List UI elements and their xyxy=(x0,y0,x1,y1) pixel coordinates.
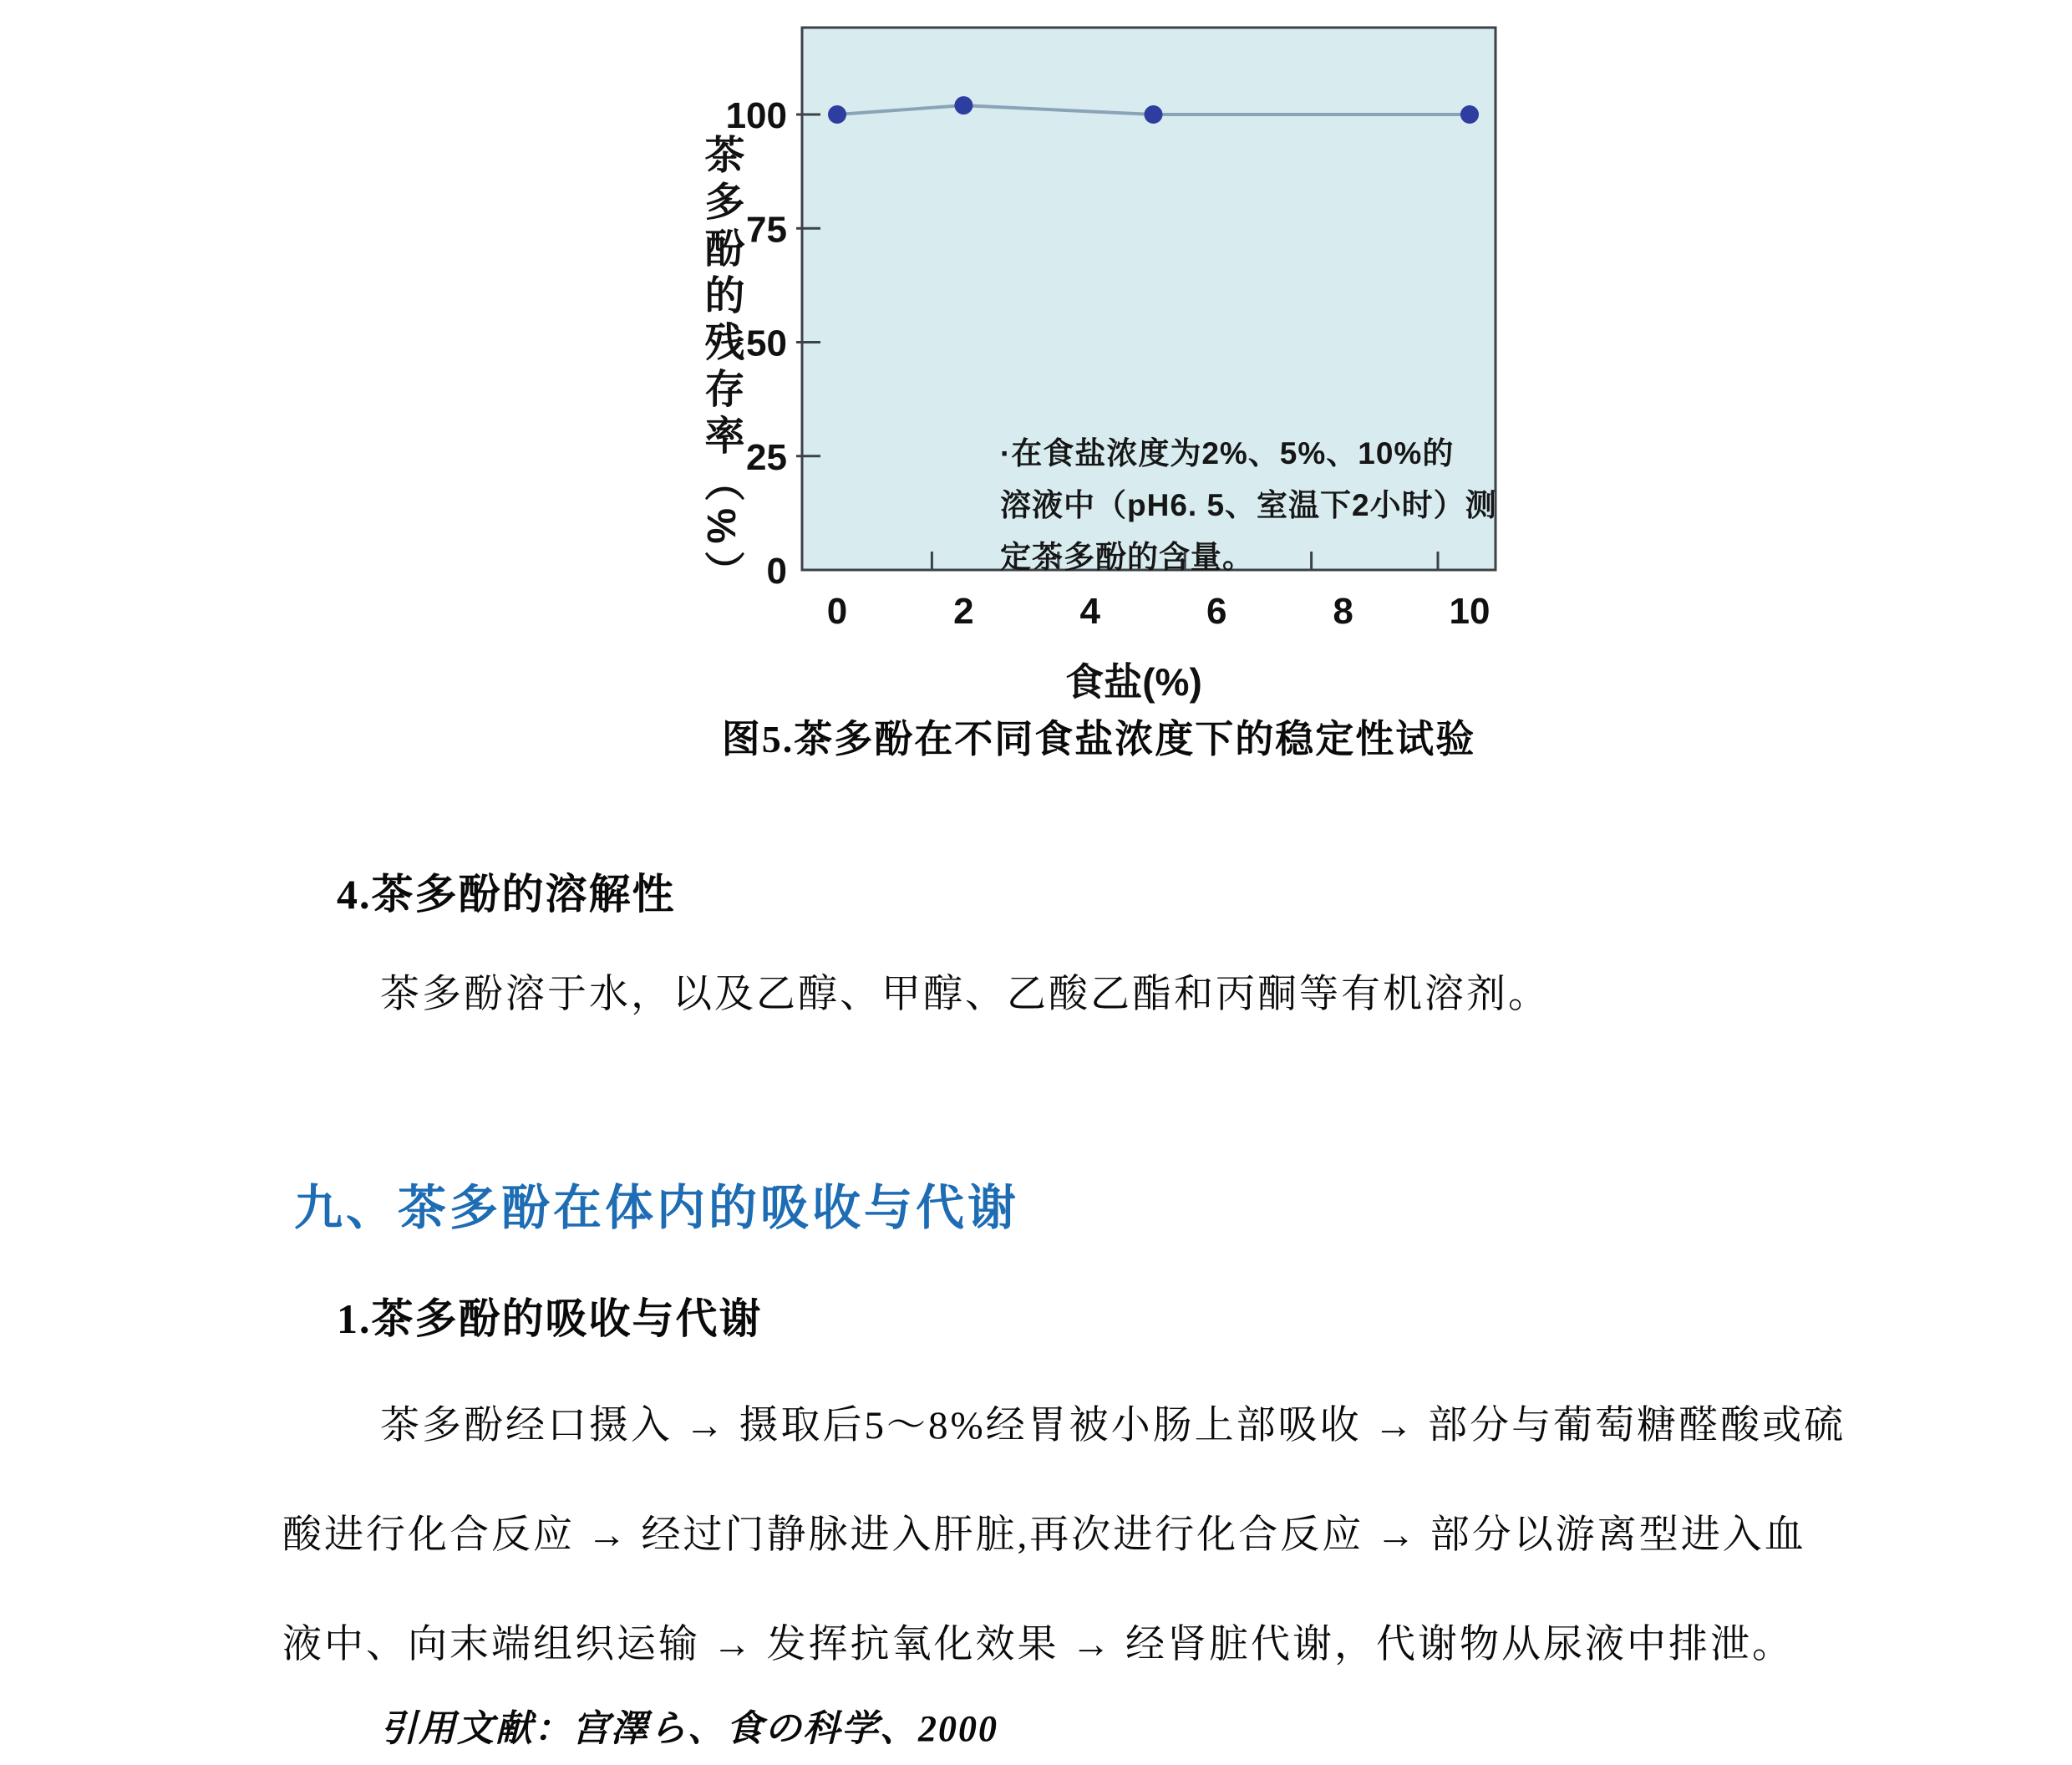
x-axis-label: 食盐(%) xyxy=(1065,660,1202,704)
solubility-paragraph: 茶多酚溶于水，以及乙醇、甲醇、乙酸乙酯和丙酮等有机溶剂。 xyxy=(380,973,1550,1016)
data-point xyxy=(1145,105,1163,124)
y-tick-label: 100 xyxy=(725,95,787,136)
data-point xyxy=(954,96,973,114)
y-tick-label: 75 xyxy=(746,209,787,251)
y-tick-label: 0 xyxy=(766,551,787,592)
annotation-line: 溶液中（pH6. 5、室温下2小时）测 xyxy=(1000,488,1497,522)
x-tick-label: 8 xyxy=(1333,591,1353,632)
absorption-paragraph-line: 茶多酚经口摄入 → 摄取后5～8%经胃被小肠上部吸收 → 部分与葡萄糖醛酸或硫 xyxy=(380,1404,1846,1447)
x-tick-label: 2 xyxy=(953,591,974,632)
figure-caption: 图5.茶多酚在不同食盐浓度下的稳定性试验 xyxy=(721,718,1476,760)
chart-annotation xyxy=(1000,428,1497,583)
annotation-line: ·在食盐浓度为2%、5%、10%的 xyxy=(1000,436,1455,470)
y-axis-label: 茶多酚的残存率（%） xyxy=(698,134,743,598)
data-point xyxy=(1460,105,1479,124)
solubility-heading: 4.茶多酚的溶解性 xyxy=(337,871,676,918)
x-tick-label: 0 xyxy=(826,591,848,632)
annotation-line: 定茶多酚的含量。 xyxy=(1000,540,1254,574)
x-tick-label: 10 xyxy=(1449,591,1491,632)
x-tick-label: 6 xyxy=(1206,591,1227,632)
absorption-paragraph-line: 酸进行化合反应 → 经过门静脉进入肝脏,再次进行化合反应 → 部分以游离型进入血 xyxy=(282,1513,1806,1557)
y-tick-label: 50 xyxy=(746,323,787,364)
citation-text: 引用文献：宫澤ら、食の科学、2000 xyxy=(380,1708,998,1749)
x-tick-label: 4 xyxy=(1079,591,1101,632)
chapter-heading: 九、茶多酚在体内的吸收与代谢 xyxy=(294,1181,1020,1235)
data-point xyxy=(828,105,846,124)
absorption-paragraph-line: 液中、向末端组织运输 → 发挥抗氧化效果 → 经肾脏代谢，代谢物从尿液中排泄。 xyxy=(282,1623,1794,1666)
absorption-heading: 1.茶多酚的吸收与代谢 xyxy=(337,1295,763,1342)
y-tick-label: 25 xyxy=(746,436,787,478)
